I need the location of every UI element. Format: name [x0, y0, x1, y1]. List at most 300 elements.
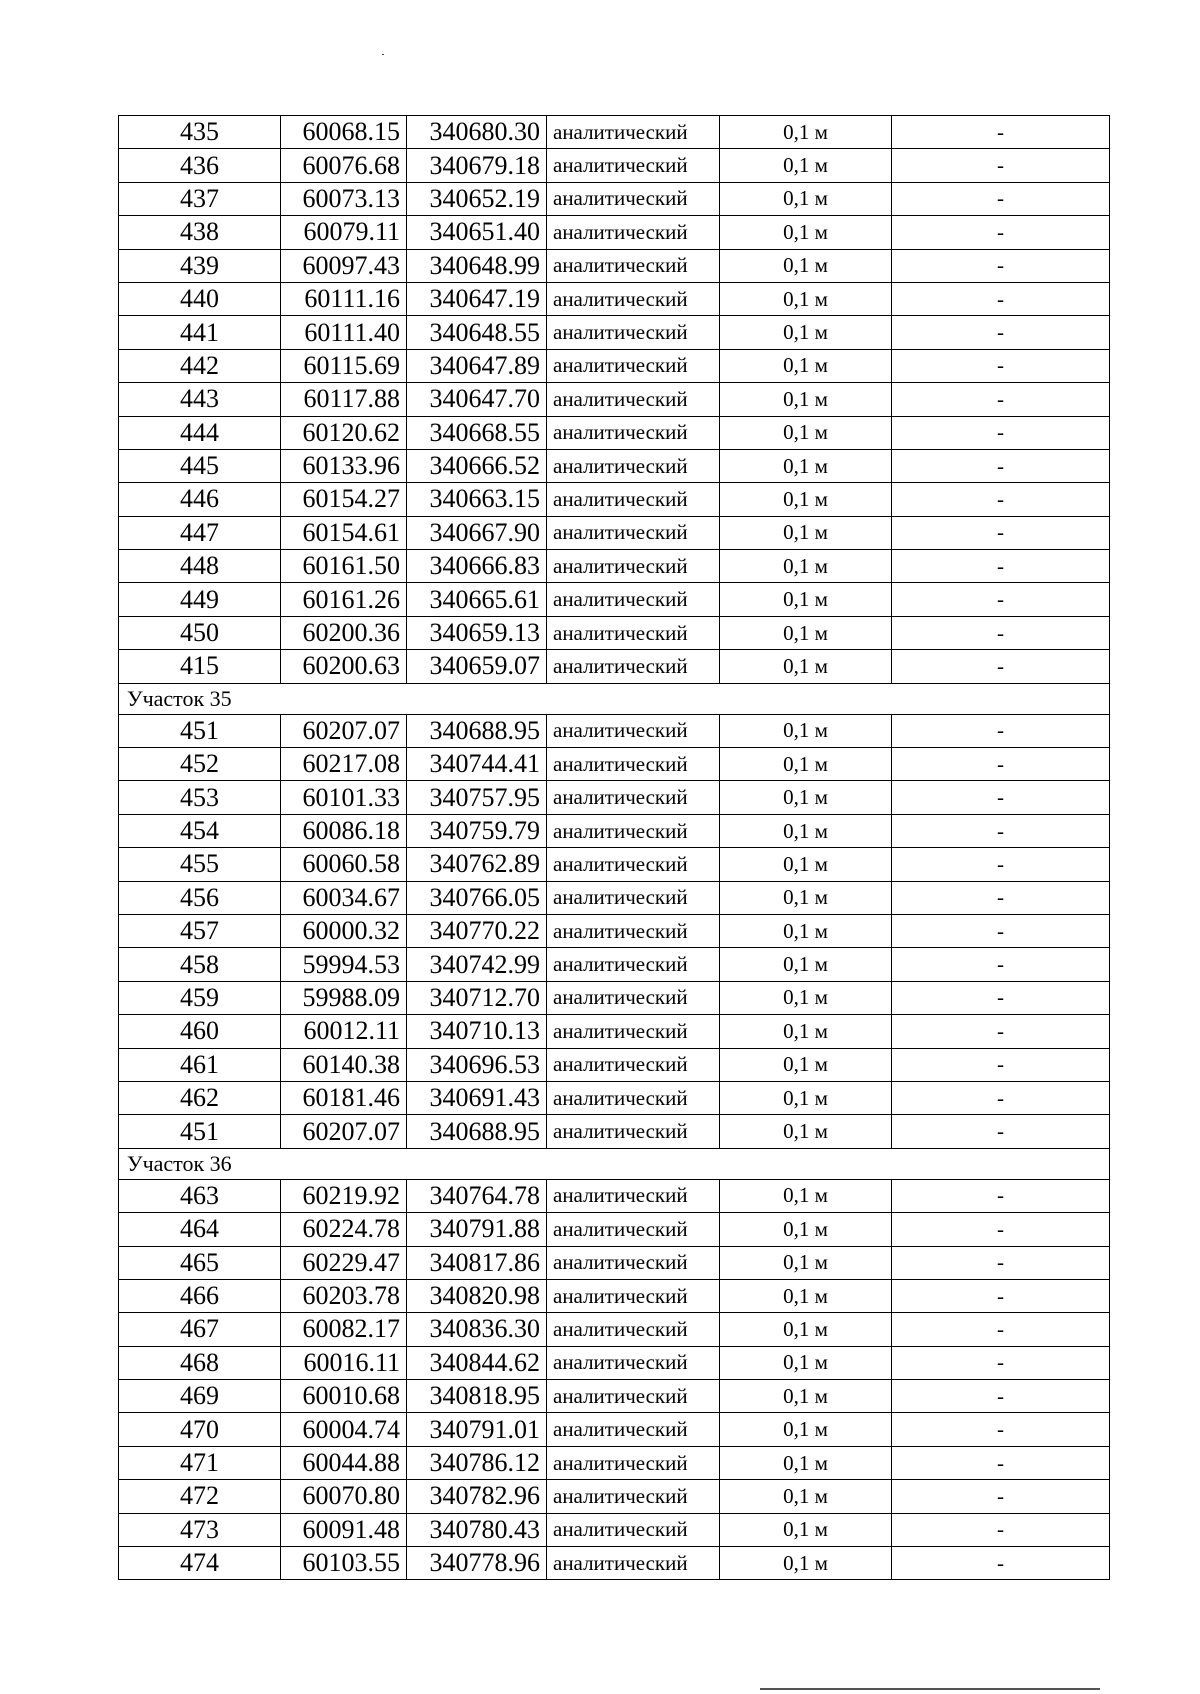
accuracy-cell: 0,1 м [720, 182, 892, 215]
accuracy-cell: 0,1 м [720, 383, 892, 416]
y-coordinate-cell: 340791.01 [407, 1413, 547, 1446]
accuracy-cell: 0,1 м [720, 1313, 892, 1346]
y-coordinate-cell: 340667.90 [407, 516, 547, 549]
method-cell: аналитический [547, 216, 720, 249]
y-coordinate-cell: 340786.12 [407, 1446, 547, 1479]
point-number-cell: 443 [119, 383, 281, 416]
table-row [119, 282, 1110, 315]
table-row [119, 1480, 1110, 1513]
x-coordinate-cell: 60086.18 [281, 814, 407, 847]
point-number-cell: 456 [119, 881, 281, 914]
point-number-cell: 473 [119, 1513, 281, 1546]
note-cell: - [892, 914, 1110, 947]
note-cell: - [892, 1513, 1110, 1546]
point-number-cell: 470 [119, 1413, 281, 1446]
x-coordinate-cell: 59994.53 [281, 948, 407, 981]
x-coordinate-cell: 60068.15 [281, 116, 407, 149]
y-coordinate-cell: 340759.79 [407, 814, 547, 847]
x-coordinate-cell: 60120.62 [281, 416, 407, 449]
point-number-cell: 471 [119, 1446, 281, 1479]
method-cell: аналитический [547, 1380, 720, 1413]
note-cell: - [892, 216, 1110, 249]
note-cell: - [892, 116, 1110, 149]
y-coordinate-cell: 340647.70 [407, 383, 547, 416]
method-cell: аналитический [547, 616, 720, 649]
y-coordinate-cell: 340820.98 [407, 1279, 547, 1312]
accuracy-cell: 0,1 м [720, 1380, 892, 1413]
y-coordinate-cell: 340762.89 [407, 848, 547, 881]
x-coordinate-cell: 60115.69 [281, 349, 407, 382]
y-coordinate-cell: 340766.05 [407, 881, 547, 914]
method-cell: аналитический [547, 316, 720, 349]
note-cell: - [892, 1313, 1110, 1346]
note-cell: - [892, 583, 1110, 616]
y-coordinate-cell: 340659.13 [407, 616, 547, 649]
method-cell: аналитический [547, 1115, 720, 1148]
method-cell: аналитический [547, 714, 720, 747]
note-cell: - [892, 1279, 1110, 1312]
point-number-cell: 455 [119, 848, 281, 881]
table-row [119, 1413, 1110, 1446]
note-cell: - [892, 881, 1110, 914]
point-number-cell: 435 [119, 116, 281, 149]
accuracy-cell: 0,1 м [720, 914, 892, 947]
table-row [119, 1313, 1110, 1346]
x-coordinate-cell: 60140.38 [281, 1048, 407, 1081]
table-row [119, 483, 1110, 516]
table-row [119, 748, 1110, 781]
accuracy-cell: 0,1 м [720, 948, 892, 981]
point-number-cell: 446 [119, 483, 281, 516]
note-cell: - [892, 316, 1110, 349]
method-cell: аналитический [547, 550, 720, 583]
point-number-cell: 463 [119, 1179, 281, 1212]
note-cell: - [892, 282, 1110, 315]
y-coordinate-cell: 340782.96 [407, 1480, 547, 1513]
y-coordinate-cell: 340764.78 [407, 1179, 547, 1212]
table-row [119, 1513, 1110, 1546]
note-cell: - [892, 1380, 1110, 1413]
table-row [119, 1048, 1110, 1081]
accuracy-cell: 0,1 м [720, 650, 892, 683]
x-coordinate-cell: 60200.36 [281, 616, 407, 649]
coordinates-table-body [119, 116, 1110, 1580]
point-number-cell: 454 [119, 814, 281, 847]
point-number-cell: 453 [119, 781, 281, 814]
note-cell: - [892, 449, 1110, 482]
x-coordinate-cell: 60010.68 [281, 1380, 407, 1413]
point-number-cell: 447 [119, 516, 281, 549]
point-number-cell: 458 [119, 948, 281, 981]
point-number-cell: 442 [119, 349, 281, 382]
method-cell: аналитический [547, 516, 720, 549]
y-coordinate-cell: 340778.96 [407, 1547, 547, 1580]
table-row [119, 216, 1110, 249]
accuracy-cell: 0,1 м [720, 1279, 892, 1312]
note-cell: - [892, 1446, 1110, 1479]
accuracy-cell: 0,1 м [720, 116, 892, 149]
x-coordinate-cell: 60091.48 [281, 1513, 407, 1546]
accuracy-cell: 0,1 м [720, 316, 892, 349]
y-coordinate-cell: 340648.55 [407, 316, 547, 349]
table-row [119, 416, 1110, 449]
point-number-cell: 459 [119, 981, 281, 1014]
x-coordinate-cell: 60161.50 [281, 550, 407, 583]
table-row [119, 349, 1110, 382]
y-coordinate-cell: 340651.40 [407, 216, 547, 249]
table-row [119, 1213, 1110, 1246]
point-number-cell: 469 [119, 1380, 281, 1413]
y-coordinate-cell: 340688.95 [407, 1115, 547, 1148]
table-row [119, 1279, 1110, 1312]
method-cell: аналитический [547, 282, 720, 315]
accuracy-cell: 0,1 м [720, 714, 892, 747]
accuracy-cell: 0,1 м [720, 416, 892, 449]
table-row [119, 881, 1110, 914]
section-label: Участок 35 [119, 683, 1110, 714]
method-cell: аналитический [547, 948, 720, 981]
table-row [119, 781, 1110, 814]
x-coordinate-cell: 60060.58 [281, 848, 407, 881]
note-cell: - [892, 1413, 1110, 1446]
accuracy-cell: 0,1 м [720, 1015, 892, 1048]
table-row [119, 981, 1110, 1014]
point-number-cell: 415 [119, 650, 281, 683]
method-cell: аналитический [547, 483, 720, 516]
accuracy-cell: 0,1 м [720, 781, 892, 814]
y-coordinate-cell: 340817.86 [407, 1246, 547, 1279]
accuracy-cell: 0,1 м [720, 1179, 892, 1212]
table-row [119, 516, 1110, 549]
point-number-cell: 464 [119, 1213, 281, 1246]
note-cell: - [892, 550, 1110, 583]
table-row [119, 149, 1110, 182]
accuracy-cell: 0,1 м [720, 449, 892, 482]
table-row [119, 714, 1110, 747]
note-cell: - [892, 1115, 1110, 1148]
table-row [119, 116, 1110, 149]
point-number-cell: 472 [119, 1480, 281, 1513]
note-cell: - [892, 249, 1110, 282]
point-number-cell: 438 [119, 216, 281, 249]
table-row [119, 1346, 1110, 1379]
method-cell: аналитический [547, 583, 720, 616]
y-coordinate-cell: 340757.95 [407, 781, 547, 814]
note-cell: - [892, 416, 1110, 449]
x-coordinate-cell: 60000.32 [281, 914, 407, 947]
table-row [119, 383, 1110, 416]
y-coordinate-cell: 340680.30 [407, 116, 547, 149]
method-cell: аналитический [547, 1313, 720, 1346]
accuracy-cell: 0,1 м [720, 483, 892, 516]
table-row [119, 316, 1110, 349]
method-cell: аналитический [547, 349, 720, 382]
method-cell: аналитический [547, 881, 720, 914]
x-coordinate-cell: 60161.26 [281, 583, 407, 616]
note-cell: - [892, 714, 1110, 747]
section-label: Участок 36 [119, 1148, 1110, 1179]
point-number-cell: 439 [119, 249, 281, 282]
note-cell: - [892, 149, 1110, 182]
table-row [119, 583, 1110, 616]
point-number-cell: 452 [119, 748, 281, 781]
accuracy-cell: 0,1 м [720, 1081, 892, 1114]
y-coordinate-cell: 340659.07 [407, 650, 547, 683]
accuracy-cell: 0,1 м [720, 1346, 892, 1379]
table-row [119, 650, 1110, 683]
table-row [119, 1547, 1110, 1580]
method-cell: аналитический [547, 1246, 720, 1279]
section-header-row [119, 683, 1110, 714]
accuracy-cell: 0,1 м [720, 1115, 892, 1148]
x-coordinate-cell: 60034.67 [281, 881, 407, 914]
x-coordinate-cell: 59988.09 [281, 981, 407, 1014]
coordinates-table [118, 115, 1110, 1580]
y-coordinate-cell: 340666.83 [407, 550, 547, 583]
point-number-cell: 436 [119, 149, 281, 182]
note-cell: - [892, 616, 1110, 649]
point-number-cell: 457 [119, 914, 281, 947]
page-bottom-rule [760, 1688, 1100, 1690]
y-coordinate-cell: 340688.95 [407, 714, 547, 747]
note-cell: - [892, 349, 1110, 382]
note-cell: - [892, 948, 1110, 981]
table-row [119, 1015, 1110, 1048]
method-cell: аналитический [547, 149, 720, 182]
method-cell: аналитический [547, 1279, 720, 1312]
method-cell: аналитический [547, 1048, 720, 1081]
table-row [119, 848, 1110, 881]
accuracy-cell: 0,1 м [720, 1547, 892, 1580]
note-cell: - [892, 748, 1110, 781]
method-cell: аналитический [547, 848, 720, 881]
accuracy-cell: 0,1 м [720, 550, 892, 583]
table-row [119, 249, 1110, 282]
method-cell: аналитический [547, 1446, 720, 1479]
y-coordinate-cell: 340647.19 [407, 282, 547, 315]
method-cell: аналитический [547, 416, 720, 449]
x-coordinate-cell: 60044.88 [281, 1446, 407, 1479]
method-cell: аналитический [547, 914, 720, 947]
scan-speck [382, 54, 384, 55]
x-coordinate-cell: 60133.96 [281, 449, 407, 482]
y-coordinate-cell: 340691.43 [407, 1081, 547, 1114]
y-coordinate-cell: 340742.99 [407, 948, 547, 981]
y-coordinate-cell: 340844.62 [407, 1346, 547, 1379]
point-number-cell: 467 [119, 1313, 281, 1346]
note-cell: - [892, 981, 1110, 1014]
table-row [119, 1246, 1110, 1279]
note-cell: - [892, 1015, 1110, 1048]
table-row [119, 182, 1110, 215]
method-cell: аналитический [547, 249, 720, 282]
x-coordinate-cell: 60079.11 [281, 216, 407, 249]
x-coordinate-cell: 60224.78 [281, 1213, 407, 1246]
y-coordinate-cell: 340665.61 [407, 583, 547, 616]
accuracy-cell: 0,1 м [720, 616, 892, 649]
note-cell: - [892, 1547, 1110, 1580]
note-cell: - [892, 848, 1110, 881]
method-cell: аналитический [547, 1513, 720, 1546]
y-coordinate-cell: 340668.55 [407, 416, 547, 449]
method-cell: аналитический [547, 182, 720, 215]
accuracy-cell: 0,1 м [720, 881, 892, 914]
method-cell: аналитический [547, 1480, 720, 1513]
y-coordinate-cell: 340647.89 [407, 349, 547, 382]
method-cell: аналитический [547, 1081, 720, 1114]
y-coordinate-cell: 340679.18 [407, 149, 547, 182]
accuracy-cell: 0,1 м [720, 1048, 892, 1081]
table-row [119, 449, 1110, 482]
x-coordinate-cell: 60076.68 [281, 149, 407, 182]
point-number-cell: 445 [119, 449, 281, 482]
y-coordinate-cell: 340744.41 [407, 748, 547, 781]
x-coordinate-cell: 60111.16 [281, 282, 407, 315]
note-cell: - [892, 1081, 1110, 1114]
x-coordinate-cell: 60219.92 [281, 1179, 407, 1212]
point-number-cell: 466 [119, 1279, 281, 1312]
y-coordinate-cell: 340712.70 [407, 981, 547, 1014]
y-coordinate-cell: 340648.99 [407, 249, 547, 282]
method-cell: аналитический [547, 1547, 720, 1580]
method-cell: аналитический [547, 748, 720, 781]
method-cell: аналитический [547, 1346, 720, 1379]
method-cell: аналитический [547, 383, 720, 416]
method-cell: аналитический [547, 650, 720, 683]
table-row [119, 1179, 1110, 1212]
method-cell: аналитический [547, 1413, 720, 1446]
accuracy-cell: 0,1 м [720, 1513, 892, 1546]
x-coordinate-cell: 60117.88 [281, 383, 407, 416]
method-cell: аналитический [547, 1179, 720, 1212]
point-number-cell: 440 [119, 282, 281, 315]
y-coordinate-cell: 340836.30 [407, 1313, 547, 1346]
point-number-cell: 444 [119, 416, 281, 449]
accuracy-cell: 0,1 м [720, 249, 892, 282]
y-coordinate-cell: 340818.95 [407, 1380, 547, 1413]
point-number-cell: 449 [119, 583, 281, 616]
note-cell: - [892, 1048, 1110, 1081]
accuracy-cell: 0,1 м [720, 516, 892, 549]
note-cell: - [892, 781, 1110, 814]
y-coordinate-cell: 340666.52 [407, 449, 547, 482]
note-cell: - [892, 483, 1110, 516]
note-cell: - [892, 814, 1110, 847]
note-cell: - [892, 1179, 1110, 1212]
method-cell: аналитический [547, 1015, 720, 1048]
note-cell: - [892, 1480, 1110, 1513]
point-number-cell: 450 [119, 616, 281, 649]
x-coordinate-cell: 60203.78 [281, 1279, 407, 1312]
x-coordinate-cell: 60016.11 [281, 1346, 407, 1379]
x-coordinate-cell: 60103.55 [281, 1547, 407, 1580]
accuracy-cell: 0,1 м [720, 1413, 892, 1446]
note-cell: - [892, 650, 1110, 683]
table-row [119, 914, 1110, 947]
x-coordinate-cell: 60012.11 [281, 1015, 407, 1048]
accuracy-cell: 0,1 м [720, 583, 892, 616]
section-header-row [119, 1148, 1110, 1179]
point-number-cell: 468 [119, 1346, 281, 1379]
point-number-cell: 451 [119, 1115, 281, 1148]
point-number-cell: 460 [119, 1015, 281, 1048]
x-coordinate-cell: 60207.07 [281, 714, 407, 747]
note-cell: - [892, 1213, 1110, 1246]
x-coordinate-cell: 60073.13 [281, 182, 407, 215]
x-coordinate-cell: 60229.47 [281, 1246, 407, 1279]
method-cell: аналитический [547, 781, 720, 814]
method-cell: аналитический [547, 1213, 720, 1246]
table-row [119, 1380, 1110, 1413]
point-number-cell: 448 [119, 550, 281, 583]
method-cell: аналитический [547, 116, 720, 149]
y-coordinate-cell: 340710.13 [407, 1015, 547, 1048]
table-row [119, 814, 1110, 847]
method-cell: аналитический [547, 981, 720, 1014]
accuracy-cell: 0,1 м [720, 981, 892, 1014]
x-coordinate-cell: 60207.07 [281, 1115, 407, 1148]
x-coordinate-cell: 60154.61 [281, 516, 407, 549]
point-number-cell: 461 [119, 1048, 281, 1081]
table-row [119, 616, 1110, 649]
accuracy-cell: 0,1 м [720, 748, 892, 781]
note-cell: - [892, 1246, 1110, 1279]
table-row [119, 550, 1110, 583]
note-cell: - [892, 182, 1110, 215]
y-coordinate-cell: 340791.88 [407, 1213, 547, 1246]
x-coordinate-cell: 60111.40 [281, 316, 407, 349]
table-row [119, 948, 1110, 981]
y-coordinate-cell: 340663.15 [407, 483, 547, 516]
accuracy-cell: 0,1 м [720, 149, 892, 182]
y-coordinate-cell: 340652.19 [407, 182, 547, 215]
accuracy-cell: 0,1 м [720, 1480, 892, 1513]
accuracy-cell: 0,1 м [720, 814, 892, 847]
x-coordinate-cell: 60004.74 [281, 1413, 407, 1446]
accuracy-cell: 0,1 м [720, 1246, 892, 1279]
point-number-cell: 451 [119, 714, 281, 747]
point-number-cell: 437 [119, 182, 281, 215]
accuracy-cell: 0,1 м [720, 216, 892, 249]
note-cell: - [892, 516, 1110, 549]
point-number-cell: 465 [119, 1246, 281, 1279]
accuracy-cell: 0,1 м [720, 848, 892, 881]
table-row [119, 1081, 1110, 1114]
table-row [119, 1115, 1110, 1148]
x-coordinate-cell: 60082.17 [281, 1313, 407, 1346]
point-number-cell: 441 [119, 316, 281, 349]
x-coordinate-cell: 60217.08 [281, 748, 407, 781]
accuracy-cell: 0,1 м [720, 1446, 892, 1479]
point-number-cell: 462 [119, 1081, 281, 1114]
note-cell: - [892, 1346, 1110, 1379]
x-coordinate-cell: 60154.27 [281, 483, 407, 516]
accuracy-cell: 0,1 м [720, 1213, 892, 1246]
x-coordinate-cell: 60070.80 [281, 1480, 407, 1513]
method-cell: аналитический [547, 449, 720, 482]
x-coordinate-cell: 60200.63 [281, 650, 407, 683]
x-coordinate-cell: 60101.33 [281, 781, 407, 814]
y-coordinate-cell: 340780.43 [407, 1513, 547, 1546]
method-cell: аналитический [547, 814, 720, 847]
table-row [119, 1446, 1110, 1479]
y-coordinate-cell: 340696.53 [407, 1048, 547, 1081]
point-number-cell: 474 [119, 1547, 281, 1580]
y-coordinate-cell: 340770.22 [407, 914, 547, 947]
x-coordinate-cell: 60181.46 [281, 1081, 407, 1114]
x-coordinate-cell: 60097.43 [281, 249, 407, 282]
note-cell: - [892, 383, 1110, 416]
